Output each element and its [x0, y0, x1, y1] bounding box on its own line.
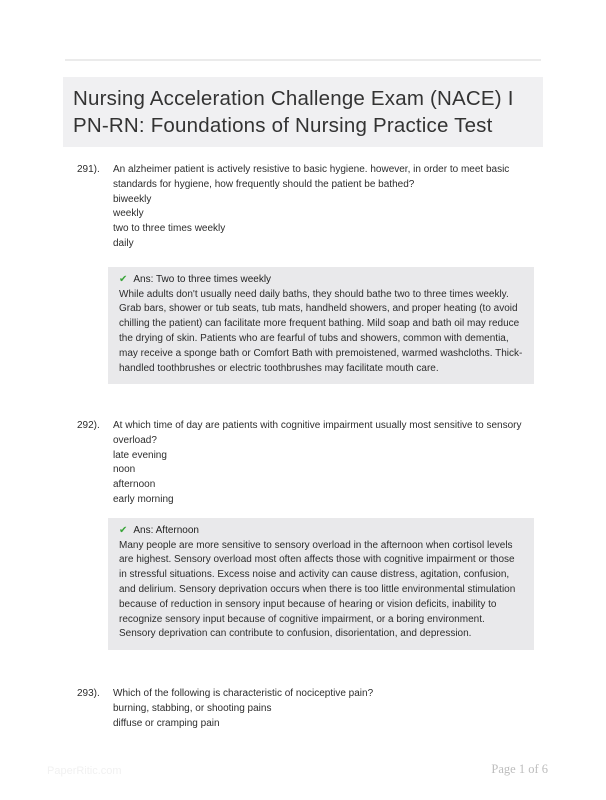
answer-label: Ans: Two to three times weekly	[133, 273, 272, 285]
question-number: 292).	[77, 420, 100, 431]
answer-explanation: Many people are more sensitive to sensory overload in the afternoon when cortisol levels are highest. Sensory overload most often affects those with cognitive impairment or those in stressful situations. Excess noise and activity can cause distress, agitation, confusion, and delirium. Sensory deprivation occurs when there is too little environmental stimulation because of reduction in sensory input because of hearing or vision deficits, inability to recognize sensory input because of cognitive impairment, or a boring environment. Sensory deprivation can contribute to confusion, disorientation, and depression.	[119, 539, 516, 640]
answer-box	[108, 518, 534, 650]
option-line: early morning	[113, 493, 174, 505]
question-block-292	[77, 419, 546, 650]
answer-explanation: While adults don't usually need daily baths, they should bathe two to three times weekly. Grab bars, shower or tub seats, tub mats, handheld showers, and proper heating (to avoid chilling the patient) can facilitate more frequent bathing. Mild soap and bath oil may reduce the drying of skin. Patients who are fearful of tubs and showers, common with dementia, may receive a sponge bath or Comfort Bath with premoistened, warmed washcloths. Thick-handled toothbrushes or electric toothbrushes may facilitate mouth care.	[119, 288, 523, 374]
answer-box	[108, 267, 534, 385]
question-block-291	[77, 163, 546, 384]
answer-label: Ans: Afternoon	[133, 524, 199, 536]
option-line: burning, stabbing, or shooting pains	[113, 702, 272, 714]
check-icon: ✔	[119, 524, 128, 536]
option-line: noon	[113, 464, 136, 476]
option-line: two to three times weekly	[113, 223, 226, 235]
option-line: diffuse or cramping pain	[113, 717, 220, 729]
option-line: afternoon	[113, 479, 156, 491]
question-text: Which of the following is characteristic of nociceptive pain?	[113, 688, 374, 699]
question-text: An alzheimer patient is actively resistive to basic hygiene. however, in order to meet basic standards for hygiene, how frequently should the patient be bathed?	[113, 164, 510, 190]
page-title-line2: PN-RN: Foundations of Nursing Practice Test	[73, 114, 493, 137]
header-divider	[65, 59, 541, 61]
option-line: daily	[113, 237, 134, 249]
page-title-line1: Nursing Acceleration Challenge Exam (NACE) I	[73, 87, 514, 110]
question-text: At which time of day are patients with cognitive impairment usually most sensitive to sensory overload?	[113, 420, 522, 446]
page-number: Page 1 of 6	[491, 762, 548, 776]
option-line: biweekly	[113, 193, 152, 205]
option-line: late evening	[113, 449, 167, 461]
question-number: 291).	[77, 164, 100, 175]
title-box	[63, 77, 543, 147]
watermark: PaperRitic.com	[47, 765, 122, 777]
question-number: 293).	[77, 688, 100, 699]
option-line: weekly	[113, 208, 144, 220]
check-icon: ✔	[119, 273, 128, 285]
question-block-293	[77, 687, 546, 731]
